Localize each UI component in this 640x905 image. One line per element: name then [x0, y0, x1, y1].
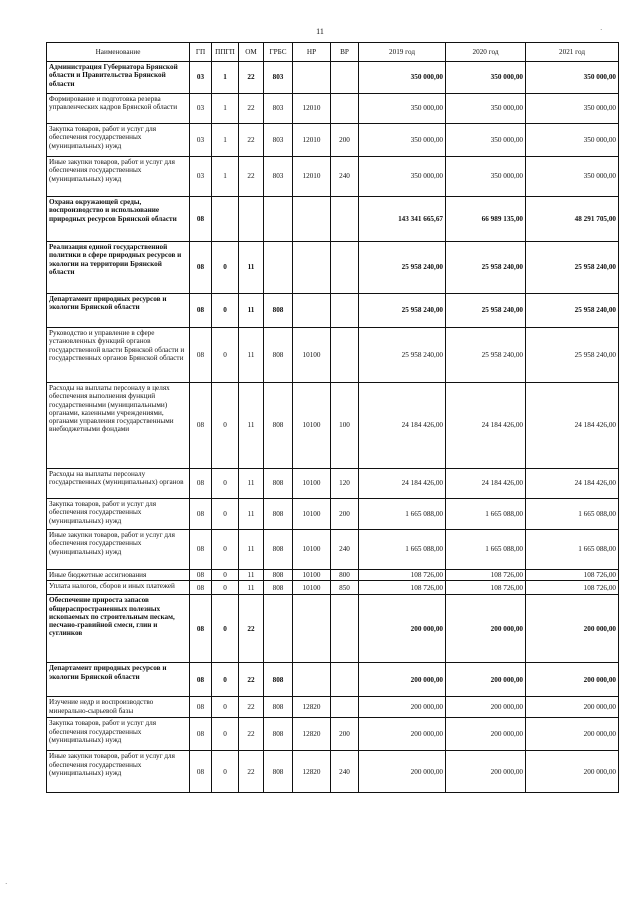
cell-y2019: 25 958 240,00 — [359, 242, 446, 294]
cell-y2019: 25 958 240,00 — [359, 328, 446, 383]
cell-grbs: 808 — [264, 530, 293, 570]
cell-vr: 120 — [331, 469, 359, 499]
cell-ppgp: 0 — [212, 581, 239, 595]
cell-vr — [331, 663, 359, 697]
cell-nr: 12820 — [293, 718, 331, 751]
cell-vr — [331, 328, 359, 383]
cell-nr: 10100 — [293, 570, 331, 581]
cell-vr — [331, 242, 359, 294]
cell-gp: 08 — [190, 570, 212, 581]
cell-om: 11 — [239, 581, 264, 595]
cell-y2021: 350 000,00 — [526, 62, 619, 94]
cell-gp: 08 — [190, 530, 212, 570]
cell-name: Иные бюджетные ассигнования — [47, 570, 190, 581]
cell-om: 22 — [239, 697, 264, 718]
cell-y2019: 200 000,00 — [359, 718, 446, 751]
table-row — [47, 751, 619, 793]
table-row — [47, 197, 619, 242]
header-vr: ВР — [331, 43, 359, 62]
cell-y2019: 350 000,00 — [359, 94, 446, 124]
cell-om — [239, 197, 264, 242]
cell-y2021: 350 000,00 — [526, 157, 619, 197]
cell-y2019: 200 000,00 — [359, 595, 446, 663]
cell-ppgp: 1 — [212, 157, 239, 197]
cell-y2021: 350 000,00 — [526, 124, 619, 157]
cell-y2021: 24 184 426,00 — [526, 469, 619, 499]
cell-ppgp: 1 — [212, 62, 239, 94]
cell-y2020: 1 665 088,00 — [446, 499, 526, 530]
cell-ppgp: 0 — [212, 294, 239, 328]
cell-nr: 10100 — [293, 383, 331, 469]
budget-table-container — [46, 42, 618, 793]
cell-name: Формирование и подготовка резерва управленческих кадров Брянской области — [47, 94, 190, 124]
cell-nr — [293, 595, 331, 663]
cell-y2020: 108 726,00 — [446, 581, 526, 595]
cell-ppgp: 0 — [212, 663, 239, 697]
cell-grbs: 808 — [264, 663, 293, 697]
budget-table — [46, 42, 619, 793]
cell-ppgp: 0 — [212, 328, 239, 383]
cell-y2019: 108 726,00 — [359, 581, 446, 595]
cell-y2019: 350 000,00 — [359, 157, 446, 197]
cell-vr — [331, 697, 359, 718]
cell-om: 11 — [239, 328, 264, 383]
cell-grbs: 808 — [264, 570, 293, 581]
cell-grbs: 808 — [264, 294, 293, 328]
table-row — [47, 328, 619, 383]
cell-om: 22 — [239, 157, 264, 197]
cell-gp: 08 — [190, 242, 212, 294]
cell-name: Закупка товаров, работ и услуг для обеспечения государственных (муниципальных) нужд — [47, 124, 190, 157]
cell-grbs: 803 — [264, 62, 293, 94]
scan-speck: · — [600, 26, 603, 34]
cell-grbs: 808 — [264, 328, 293, 383]
cell-om: 22 — [239, 124, 264, 157]
cell-name: Изучение недр и воспроизводство минерально-сырьевой базы — [47, 697, 190, 718]
cell-y2019: 350 000,00 — [359, 62, 446, 94]
cell-name: Охрана окружающей среды, воспроизводство и использование природных ресурсов Брянской области — [47, 197, 190, 242]
cell-vr: 240 — [331, 530, 359, 570]
cell-y2021: 108 726,00 — [526, 570, 619, 581]
cell-name: Иные закупки товаров, работ и услуг для обеспечения государственных (муниципальных) нужд — [47, 751, 190, 793]
cell-name: Администрация Губернатора Брянской области и Правительства Брянской области — [47, 62, 190, 94]
table-row — [47, 242, 619, 294]
cell-name: Департамент природных ресурсов и экологии Брянской области — [47, 663, 190, 697]
cell-y2021: 25 958 240,00 — [526, 294, 619, 328]
cell-om: 22 — [239, 62, 264, 94]
cell-name: Закупка товаров, работ и услуг для обеспечения государственных (муниципальных) нужд — [47, 499, 190, 530]
cell-y2020: 200 000,00 — [446, 663, 526, 697]
cell-vr: 100 — [331, 383, 359, 469]
cell-y2021: 350 000,00 — [526, 94, 619, 124]
cell-om: 11 — [239, 469, 264, 499]
cell-nr — [293, 242, 331, 294]
cell-y2020: 25 958 240,00 — [446, 242, 526, 294]
cell-name: Руководство и управление в сфере установленных функций органов государственной власти Брянской области и государственных органов Брянской области — [47, 328, 190, 383]
cell-ppgp: 0 — [212, 751, 239, 793]
cell-gp: 08 — [190, 697, 212, 718]
cell-y2019: 108 726,00 — [359, 570, 446, 581]
scan-speck: · — [5, 880, 8, 888]
cell-y2019: 200 000,00 — [359, 751, 446, 793]
cell-name: Иные закупки товаров, работ и услуг для обеспечения государственных (муниципальных) нужд — [47, 530, 190, 570]
cell-nr: 10100 — [293, 469, 331, 499]
cell-name: Иные закупки товаров, работ и услуг для обеспечения государственных (муниципальных) нужд — [47, 157, 190, 197]
cell-y2019: 24 184 426,00 — [359, 383, 446, 469]
cell-nr — [293, 663, 331, 697]
cell-grbs: 808 — [264, 383, 293, 469]
cell-y2020: 350 000,00 — [446, 62, 526, 94]
cell-ppgp: 0 — [212, 570, 239, 581]
cell-y2019: 200 000,00 — [359, 697, 446, 718]
cell-nr: 12010 — [293, 124, 331, 157]
cell-gp: 08 — [190, 469, 212, 499]
table-header-row — [47, 43, 619, 62]
cell-y2020: 350 000,00 — [446, 157, 526, 197]
cell-name: Закупка товаров, работ и услуг для обеспечения государственных (муниципальных) нужд — [47, 718, 190, 751]
cell-grbs: 808 — [264, 469, 293, 499]
cell-name: Уплата налогов, сборов и иных платежей — [47, 581, 190, 595]
cell-vr — [331, 595, 359, 663]
cell-y2021: 200 000,00 — [526, 697, 619, 718]
cell-gp: 08 — [190, 328, 212, 383]
cell-gp: 08 — [190, 595, 212, 663]
cell-y2021: 200 000,00 — [526, 718, 619, 751]
cell-name: Департамент природных ресурсов и экологии Брянской области — [47, 294, 190, 328]
cell-ppgp: 0 — [212, 697, 239, 718]
cell-ppgp: 0 — [212, 242, 239, 294]
cell-vr: 240 — [331, 751, 359, 793]
cell-vr — [331, 94, 359, 124]
cell-y2019: 350 000,00 — [359, 124, 446, 157]
cell-y2020: 25 958 240,00 — [446, 294, 526, 328]
cell-y2019: 143 341 665,67 — [359, 197, 446, 242]
cell-nr: 10100 — [293, 328, 331, 383]
cell-y2021: 200 000,00 — [526, 595, 619, 663]
table-body — [47, 62, 619, 793]
cell-gp: 08 — [190, 197, 212, 242]
cell-gp: 08 — [190, 383, 212, 469]
cell-grbs: 808 — [264, 697, 293, 718]
cell-y2021: 200 000,00 — [526, 663, 619, 697]
cell-om: 22 — [239, 751, 264, 793]
cell-grbs: 808 — [264, 581, 293, 595]
cell-y2021: 25 958 240,00 — [526, 328, 619, 383]
table-row — [47, 570, 619, 581]
table-row — [47, 499, 619, 530]
cell-nr: 12820 — [293, 751, 331, 793]
cell-y2021: 48 291 705,00 — [526, 197, 619, 242]
cell-y2020: 66 989 135,00 — [446, 197, 526, 242]
cell-y2020: 1 665 088,00 — [446, 530, 526, 570]
cell-y2021: 1 665 088,00 — [526, 530, 619, 570]
cell-y2019: 24 184 426,00 — [359, 469, 446, 499]
cell-grbs — [264, 197, 293, 242]
cell-om: 22 — [239, 663, 264, 697]
table-row — [47, 469, 619, 499]
cell-nr — [293, 62, 331, 94]
cell-y2019: 1 665 088,00 — [359, 530, 446, 570]
cell-nr: 10100 — [293, 530, 331, 570]
table-row — [47, 718, 619, 751]
cell-gp: 08 — [190, 581, 212, 595]
cell-y2020: 350 000,00 — [446, 124, 526, 157]
cell-ppgp: 0 — [212, 499, 239, 530]
cell-grbs: 808 — [264, 751, 293, 793]
cell-vr: 850 — [331, 581, 359, 595]
cell-name: Реализация единой государственной политики в сфере природных ресурсов и экологии на территории Брянской области — [47, 242, 190, 294]
cell-nr: 10100 — [293, 581, 331, 595]
table-row — [47, 595, 619, 663]
cell-ppgp — [212, 197, 239, 242]
header-gp: ГП — [190, 43, 212, 62]
cell-grbs: 803 — [264, 124, 293, 157]
cell-y2020: 200 000,00 — [446, 595, 526, 663]
table-row — [47, 294, 619, 328]
cell-om: 11 — [239, 530, 264, 570]
cell-vr — [331, 62, 359, 94]
cell-gp: 03 — [190, 94, 212, 124]
table-row — [47, 124, 619, 157]
cell-gp: 08 — [190, 718, 212, 751]
cell-gp: 03 — [190, 62, 212, 94]
cell-om: 11 — [239, 570, 264, 581]
cell-y2020: 108 726,00 — [446, 570, 526, 581]
cell-vr: 200 — [331, 124, 359, 157]
cell-y2019: 200 000,00 — [359, 663, 446, 697]
cell-vr: 200 — [331, 718, 359, 751]
cell-y2021: 24 184 426,00 — [526, 383, 619, 469]
header-2019: 2019 год — [359, 43, 446, 62]
cell-vr: 200 — [331, 499, 359, 530]
cell-om: 11 — [239, 383, 264, 469]
table-row — [47, 62, 619, 94]
table-row — [47, 663, 619, 697]
cell-vr: 800 — [331, 570, 359, 581]
table-row — [47, 581, 619, 595]
cell-nr: 12010 — [293, 157, 331, 197]
cell-ppgp: 1 — [212, 94, 239, 124]
table-row — [47, 697, 619, 718]
cell-y2021: 108 726,00 — [526, 581, 619, 595]
cell-gp: 08 — [190, 751, 212, 793]
cell-y2020: 25 958 240,00 — [446, 328, 526, 383]
cell-grbs — [264, 242, 293, 294]
cell-gp: 08 — [190, 499, 212, 530]
page-number: 11 — [316, 27, 324, 36]
cell-grbs: 803 — [264, 157, 293, 197]
cell-grbs: 808 — [264, 499, 293, 530]
cell-grbs: 803 — [264, 94, 293, 124]
cell-y2019: 1 665 088,00 — [359, 499, 446, 530]
cell-ppgp: 0 — [212, 383, 239, 469]
cell-gp: 03 — [190, 157, 212, 197]
cell-y2020: 200 000,00 — [446, 697, 526, 718]
cell-y2020: 200 000,00 — [446, 718, 526, 751]
cell-nr: 12820 — [293, 697, 331, 718]
header-om: ОМ — [239, 43, 264, 62]
cell-gp: 08 — [190, 294, 212, 328]
cell-ppgp: 1 — [212, 124, 239, 157]
cell-y2021: 25 958 240,00 — [526, 242, 619, 294]
cell-grbs: 808 — [264, 718, 293, 751]
cell-nr: 10100 — [293, 499, 331, 530]
cell-y2021: 200 000,00 — [526, 751, 619, 793]
cell-ppgp: 0 — [212, 595, 239, 663]
table-row — [47, 530, 619, 570]
header-nr: НР — [293, 43, 331, 62]
cell-vr — [331, 197, 359, 242]
table-row — [47, 383, 619, 469]
cell-name: Обеспечение прироста запасов общераспространенных полезных ископаемых по строительным пескам, песчано-гравийной смеси, глин и суглинков — [47, 595, 190, 663]
cell-om: 11 — [239, 499, 264, 530]
header-2020: 2020 год — [446, 43, 526, 62]
table-row — [47, 94, 619, 124]
cell-nr: 12010 — [293, 94, 331, 124]
cell-om: 22 — [239, 595, 264, 663]
cell-grbs — [264, 595, 293, 663]
cell-y2020: 24 184 426,00 — [446, 383, 526, 469]
cell-om: 22 — [239, 718, 264, 751]
cell-y2020: 24 184 426,00 — [446, 469, 526, 499]
table-row — [47, 157, 619, 197]
cell-gp: 08 — [190, 663, 212, 697]
cell-om: 22 — [239, 94, 264, 124]
header-name: Наименование — [47, 43, 190, 62]
cell-name: Расходы на выплаты персоналу в целях обеспечения выполнения функций государственными (муниципальными) органами, казенными учреждениями, органами управления государственными внебюджетными фондами — [47, 383, 190, 469]
cell-ppgp: 0 — [212, 718, 239, 751]
cell-ppgp: 0 — [212, 530, 239, 570]
header-ppgp: ППГП — [212, 43, 239, 62]
header-grbs: ГРБС — [264, 43, 293, 62]
cell-y2020: 200 000,00 — [446, 751, 526, 793]
cell-om: 11 — [239, 242, 264, 294]
cell-name: Расходы на выплаты персоналу государственных (муниципальных) органов — [47, 469, 190, 499]
cell-ppgp: 0 — [212, 469, 239, 499]
cell-gp: 03 — [190, 124, 212, 157]
cell-y2019: 25 958 240,00 — [359, 294, 446, 328]
cell-vr — [331, 294, 359, 328]
cell-y2021: 1 665 088,00 — [526, 499, 619, 530]
cell-nr — [293, 294, 331, 328]
header-2021: 2021 год — [526, 43, 619, 62]
cell-y2020: 350 000,00 — [446, 94, 526, 124]
cell-nr — [293, 197, 331, 242]
cell-om: 11 — [239, 294, 264, 328]
cell-vr: 240 — [331, 157, 359, 197]
